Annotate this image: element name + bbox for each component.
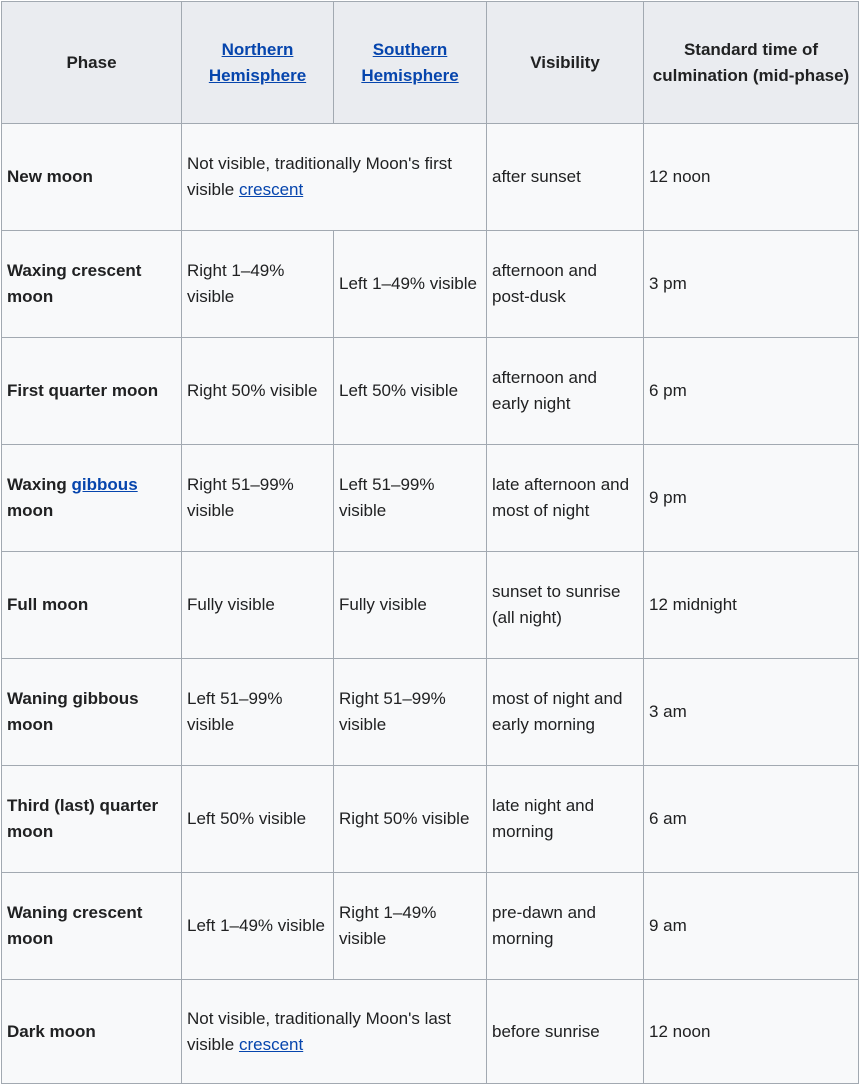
- phase-cell: Waning crescent moon: [2, 873, 182, 980]
- table-row: [2, 231, 859, 338]
- cell-text: Not visible, traditionally Moon's first visible: [187, 154, 452, 199]
- header-culmination: Standard time of culmination (mid-phase): [644, 2, 859, 124]
- phase-text: Waxing: [7, 475, 72, 494]
- phase-cell: Waxing crescent moon: [2, 231, 182, 338]
- phase-text: moon: [7, 501, 54, 520]
- cell-text: Not visible, traditionally Moon's last visible: [187, 1008, 452, 1054]
- hemisphere-cell-merged: [182, 124, 487, 231]
- phase-cell: Dark moon: [2, 980, 182, 1084]
- visibility-cell: sunset to sunrise (all night): [487, 552, 644, 659]
- table-row: [2, 873, 859, 980]
- visibility-cell: pre-dawn and morning: [487, 873, 644, 980]
- table-row: [2, 552, 859, 659]
- northern-cell: Right 51–99% visible: [182, 445, 334, 552]
- culmination-cell: 3 pm: [644, 231, 859, 338]
- header-phase: Phase: [2, 2, 182, 124]
- visibility-cell: late night and morning: [487, 766, 644, 873]
- culmination-cell: 6 pm: [644, 338, 859, 445]
- header-northern-hemisphere: [182, 2, 334, 124]
- northern-hemisphere-link[interactable]: Northern Hemisphere: [208, 39, 307, 85]
- visibility-cell: afternoon and post-dusk: [487, 231, 644, 338]
- table-row: [2, 659, 859, 766]
- table-row: [2, 445, 859, 552]
- crescent-link[interactable]: crescent: [238, 1034, 304, 1054]
- table-row: [2, 980, 859, 1084]
- table-row: [2, 766, 859, 873]
- culmination-cell: 3 am: [644, 659, 859, 766]
- culmination-cell: 12 noon: [644, 124, 859, 231]
- visibility-cell: before sunrise: [487, 980, 644, 1084]
- visibility-cell: most of night and early morning: [487, 659, 644, 766]
- phase-cell: Full moon: [2, 552, 182, 659]
- northern-cell: Fully visible: [182, 552, 334, 659]
- southern-hemisphere-link[interactable]: Southern Hemisphere: [361, 39, 459, 85]
- culmination-cell: 12 midnight: [644, 552, 859, 659]
- southern-cell: Right 51–99% visible: [334, 659, 487, 766]
- header-southern-hemisphere: [334, 2, 487, 124]
- hemisphere-cell-merged: [182, 980, 487, 1084]
- southern-cell: Left 1–49% visible: [334, 231, 487, 338]
- northern-cell: Left 51–99% visible: [182, 659, 334, 766]
- southern-cell: Right 50% visible: [334, 766, 487, 873]
- gibbous-link[interactable]: gibbous: [71, 475, 138, 494]
- northern-cell: Right 50% visible: [182, 338, 334, 445]
- northern-cell: Right 1–49% visible: [182, 231, 334, 338]
- phase-cell: Third (last) quarter moon: [2, 766, 182, 873]
- visibility-cell: afternoon and early night: [487, 338, 644, 445]
- northern-cell: Left 1–49% visible: [182, 873, 334, 980]
- header-row: [2, 2, 859, 124]
- southern-cell: Left 51–99% visible: [334, 445, 487, 552]
- southern-cell: Fully visible: [334, 552, 487, 659]
- culmination-cell: 9 pm: [644, 445, 859, 552]
- visibility-cell: after sunset: [487, 124, 644, 231]
- phase-cell: First quarter moon: [2, 338, 182, 445]
- culmination-cell: 12 noon: [644, 980, 859, 1084]
- phase-cell: Waning gibbous moon: [2, 659, 182, 766]
- phase-cell: [2, 445, 182, 552]
- southern-cell: Right 1–49% visible: [334, 873, 487, 980]
- phase-cell: New moon: [2, 124, 182, 231]
- southern-cell: Left 50% visible: [334, 338, 487, 445]
- table-row: [2, 338, 859, 445]
- table-row: [2, 124, 859, 231]
- culmination-cell: 9 am: [644, 873, 859, 980]
- crescent-link[interactable]: crescent: [238, 180, 304, 199]
- culmination-cell: 6 am: [644, 766, 859, 873]
- moon-phases-table: [1, 1, 859, 1084]
- northern-cell: Left 50% visible: [182, 766, 334, 873]
- visibility-cell: late afternoon and most of night: [487, 445, 644, 552]
- header-visibility: Visibility: [487, 2, 644, 124]
